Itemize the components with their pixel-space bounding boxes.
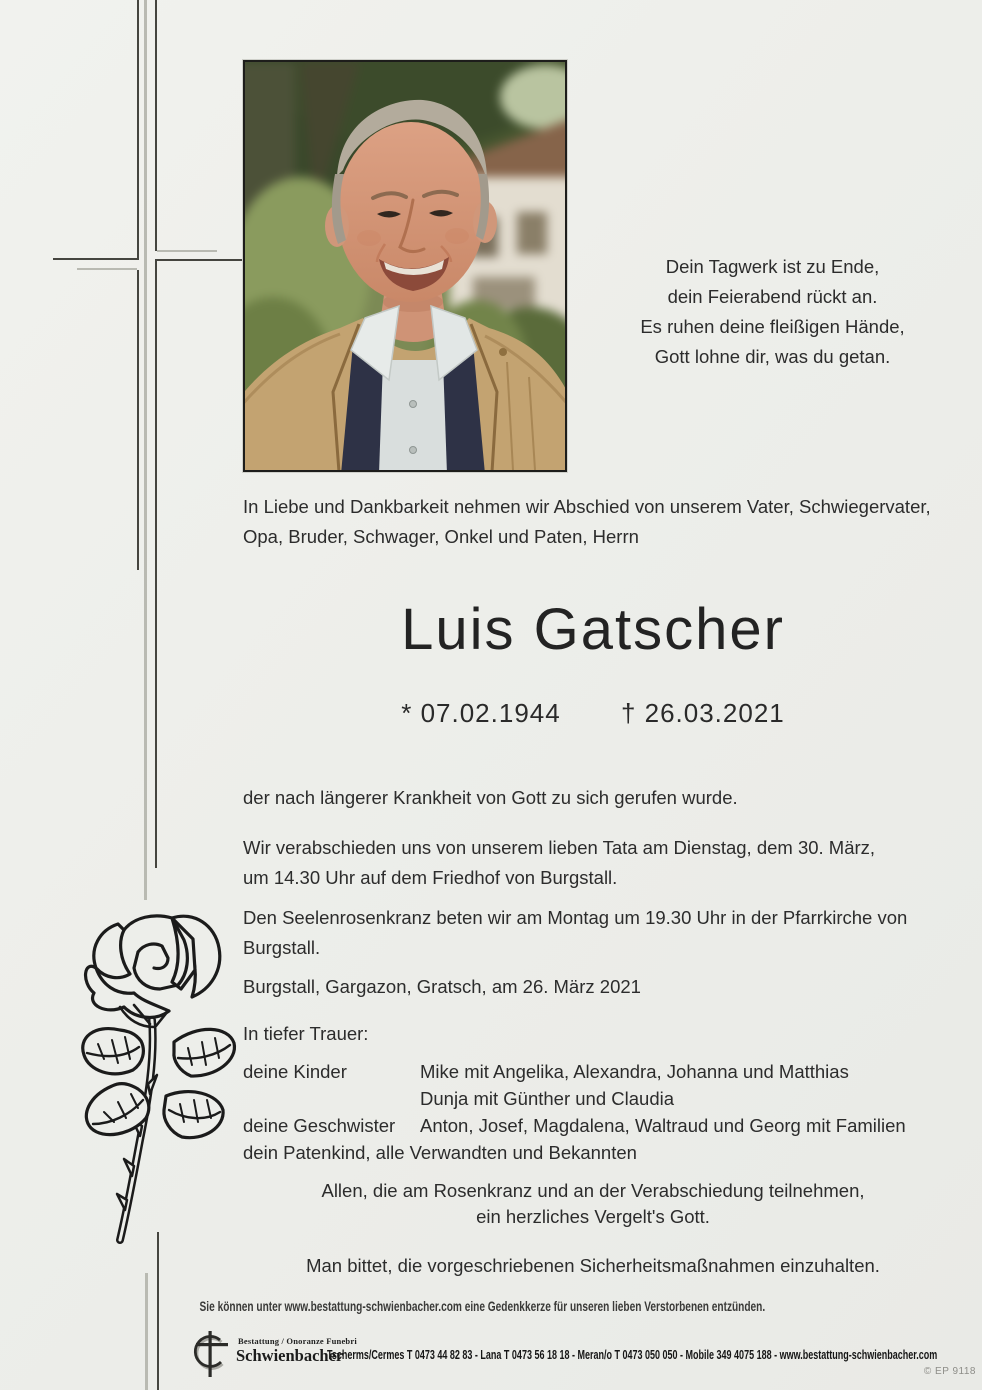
deceased-name: Luis Gatscher [401, 597, 785, 662]
farewell-line: Wir verabschieden uns von unserem lieben Tata am Dienstag, dem 30. März, [243, 837, 876, 858]
family-relation-label: deine Geschwister [243, 1115, 396, 1136]
birth-date: * 07.02.1944 [401, 698, 561, 728]
farewell-line: um 14.30 Uhr auf dem Friedhof von Burgstall. [243, 867, 618, 888]
rosary-paragraph [243, 903, 982, 963]
portrait-illustration [245, 62, 565, 470]
family-row [243, 1058, 982, 1085]
poem-line: Gott lohne dir, was du getan. [654, 346, 891, 367]
cross-line-vertical [144, 0, 147, 900]
intro-line: Opa, Bruder, Schwager, Onkel und Paten, Herrn [243, 526, 639, 547]
cross-line-vertical [137, 270, 139, 570]
cross-line-horizontal [157, 250, 217, 252]
cross-line-vertical [155, 260, 157, 868]
mourning-label: In tiefer Trauer: [243, 1023, 369, 1044]
life-dates [243, 698, 943, 729]
family-names: Dunja mit Günther und Claudia [420, 1088, 675, 1109]
cross-line-horizontal [53, 258, 139, 260]
funeral-home-contact: Tscherms/Cermes T 0473 44 82 83 - Lana T 0473 56 18 18 - Meran/o T 0473 050 050 - Mobile 349 4075 188 - www.bestattung-schwienbacher.com [327, 1348, 938, 1362]
poem-line: Es ruhen deine fleißigen Hände, [640, 316, 905, 337]
cross-line-vertical [155, 0, 157, 251]
rose-icon [76, 908, 241, 1253]
funeral-home-tagline: Bestattung / Onoranze Funebri [238, 1336, 357, 1346]
memorial-candle-note: Sie können unter www.bestattung-schwienbacher.com eine Gedenkkerze für unseren lieben Verstorbenen entzünden. [199, 1299, 766, 1314]
intro-line: In Liebe und Dankbarkeit nehmen wir Abschied von unserem Vater, Schwiegervater, [243, 496, 931, 517]
rosary-line: Burgstall. [243, 937, 321, 958]
family-footer-line: dein Patenkind, alle Verwandten und Bekannten [243, 1142, 637, 1163]
intro-paragraph [243, 492, 982, 552]
thanks-line: ein herzliches Vergelt's Gott. [476, 1206, 710, 1227]
places-and-date: Burgstall, Gargazon, Gratsch, am 26. März 2021 [243, 976, 641, 997]
poem-line: dein Feierabend rückt an. [667, 286, 878, 307]
cross-line-horizontal [77, 268, 137, 270]
rosary-line: Den Seelenrosenkranz beten wir am Montag um 19.30 Uhr in der Pfarrkirche von [243, 907, 908, 928]
family-names: Mike mit Angelika, Alexandra, Johanna und Matthias [420, 1061, 849, 1082]
safety-notice: Man bittet, die vorgeschriebenen Sicherheitsmaßnahmen einzuhalten. [306, 1255, 880, 1276]
poem-line: Dein Tagwerk ist zu Ende, [665, 256, 880, 277]
deceased-portrait-photo [243, 60, 567, 472]
family-row [243, 1085, 982, 1112]
thanks-paragraph [243, 1178, 943, 1230]
farewell-paragraph [243, 833, 982, 893]
thanks-line: Allen, die am Rosenkranz und an der Verabschiedung teilnehmen, [321, 1180, 865, 1201]
family-relation-label: deine Kinder [243, 1061, 347, 1082]
print-copyright: © EP 9118 [923, 1366, 976, 1377]
death-date: † 26.03.2021 [620, 698, 785, 728]
family-row [243, 1112, 982, 1139]
called-paragraph: der nach längerer Krankheit von Gott zu sich gerufen wurde. [243, 787, 738, 808]
cross-line-horizontal [155, 259, 242, 261]
funeral-home-logo-cross-icon [186, 1331, 242, 1384]
family-names: Anton, Josef, Magdalena, Waltraud und Georg mit Familien [420, 1115, 906, 1136]
memorial-poem [600, 252, 945, 372]
funeral-home-name: Schwienbacher [236, 1346, 344, 1365]
cross-line-vertical [137, 0, 139, 259]
cross-line-vertical [145, 1273, 148, 1390]
